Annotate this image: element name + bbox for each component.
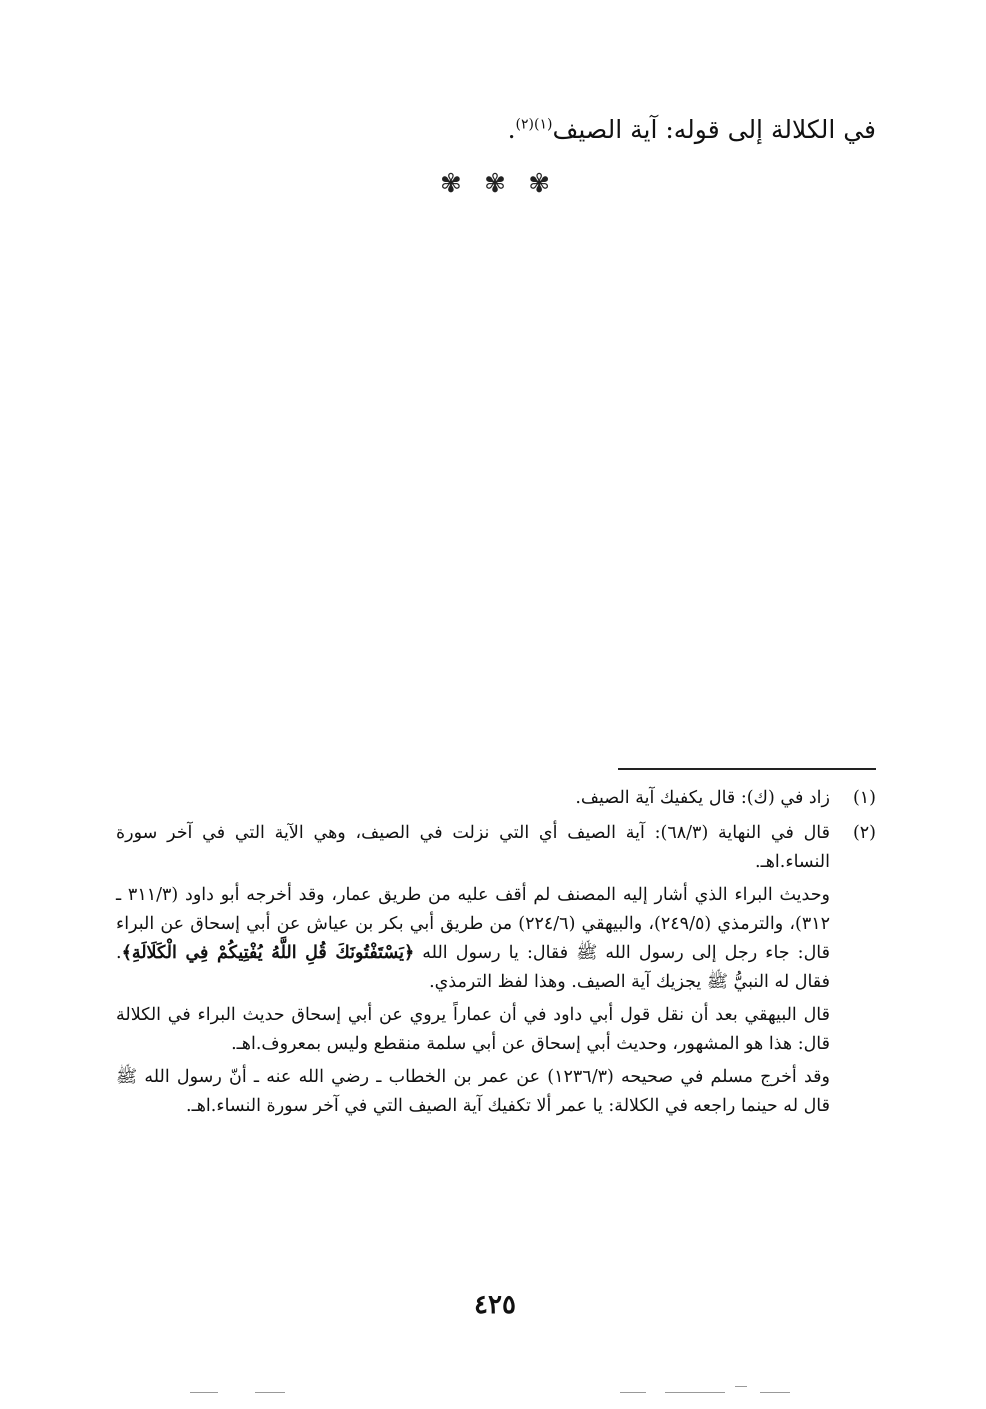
- footnote-reference: (١)(٢): [515, 116, 553, 133]
- footnote-number: (١): [852, 788, 876, 808]
- footnote-body: [116, 819, 830, 1125]
- scan-artifact: [735, 1386, 747, 1387]
- footnote-body: [116, 784, 830, 817]
- flower-ornament-icon: ✾: [440, 169, 462, 199]
- quran-verse: ﴿يَسْتَفْتُونَكَ قُلِ اللَّهُ يُفْتِيكُمْ فِي الْكَلَالَةِ﴾: [121, 943, 415, 963]
- footnote-paragraph: زاد في (ك): قال يكفيك آية الصيف.: [575, 788, 830, 808]
- section-divider-ornaments: [440, 170, 550, 198]
- scan-artifact: [760, 1392, 790, 1393]
- scan-artifact: [620, 1392, 646, 1393]
- main-text-line: [120, 112, 876, 148]
- footnote-paragraph: [116, 881, 830, 997]
- footnote-text: وحديث البراء الذي أشار إليه المصنف لم أقف عليه من طريق عمار، وقد أخرجه أبو داود (٣١١/٣ ـ ٣١٢)، والترمذي (٢٤٩/٥)، والبيهقي (٢٢٤/٦) من طريق أبي بكر بن عياش عن أبي إسحاق عن البراء قال: جاء رجل إلى رسول الله ﷺ فقال: يا رسول الله: [116, 885, 831, 963]
- scan-artifact: [665, 1392, 725, 1393]
- footnote-2: [116, 819, 876, 1125]
- footnote-1: [116, 784, 876, 817]
- footnote-paragraph: وقد أخرج مسلم في صحيحه (١٢٣٦/٣) عن عمر بن الخطاب ـ رضي الله عنه ـ أنّ رسول الله ﷺ قال له حينما راجعه في الكلالة: يا عمر ألا تكفيك آية الصيف التي في آخر سورة النساء.اهـ.: [116, 1067, 830, 1116]
- footnote-text: . فقال له النبيُّ ﷺ يجزيك آية الصيف. وهذا لفظ الترمذي.: [116, 943, 830, 992]
- flower-ornament-icon: ✾: [528, 169, 550, 199]
- main-text-end: .: [507, 115, 516, 144]
- footnote-separator: [618, 768, 876, 770]
- scan-artifact: [255, 1392, 285, 1393]
- footnote-number: (٢): [852, 823, 876, 843]
- flower-ornament-icon: ✾: [484, 169, 506, 199]
- footnote-paragraph: قال البيهقي بعد أن نقل قول أبي داود في أن عماراً يروي عن أبي إسحاق حديث البراء في الكلالة قال: هذا هو المشهور، وحديث أبي إسحاق عن أبي سلمة منقطع وليس بمعروف.اهـ.: [116, 1005, 830, 1054]
- footnotes-section: [116, 784, 876, 1127]
- page-number: ٤٢٥: [474, 1290, 516, 1320]
- main-text: في الكلالة إلى قوله: آية الصيف: [552, 115, 876, 144]
- footnote-paragraph: قال في النهاية (٦٨/٣): آية الصيف أي التي نزلت في الصيف، وهي الآية التي في آخر سورة النساء.اهـ.: [116, 823, 831, 872]
- scan-artifact: [190, 1392, 218, 1393]
